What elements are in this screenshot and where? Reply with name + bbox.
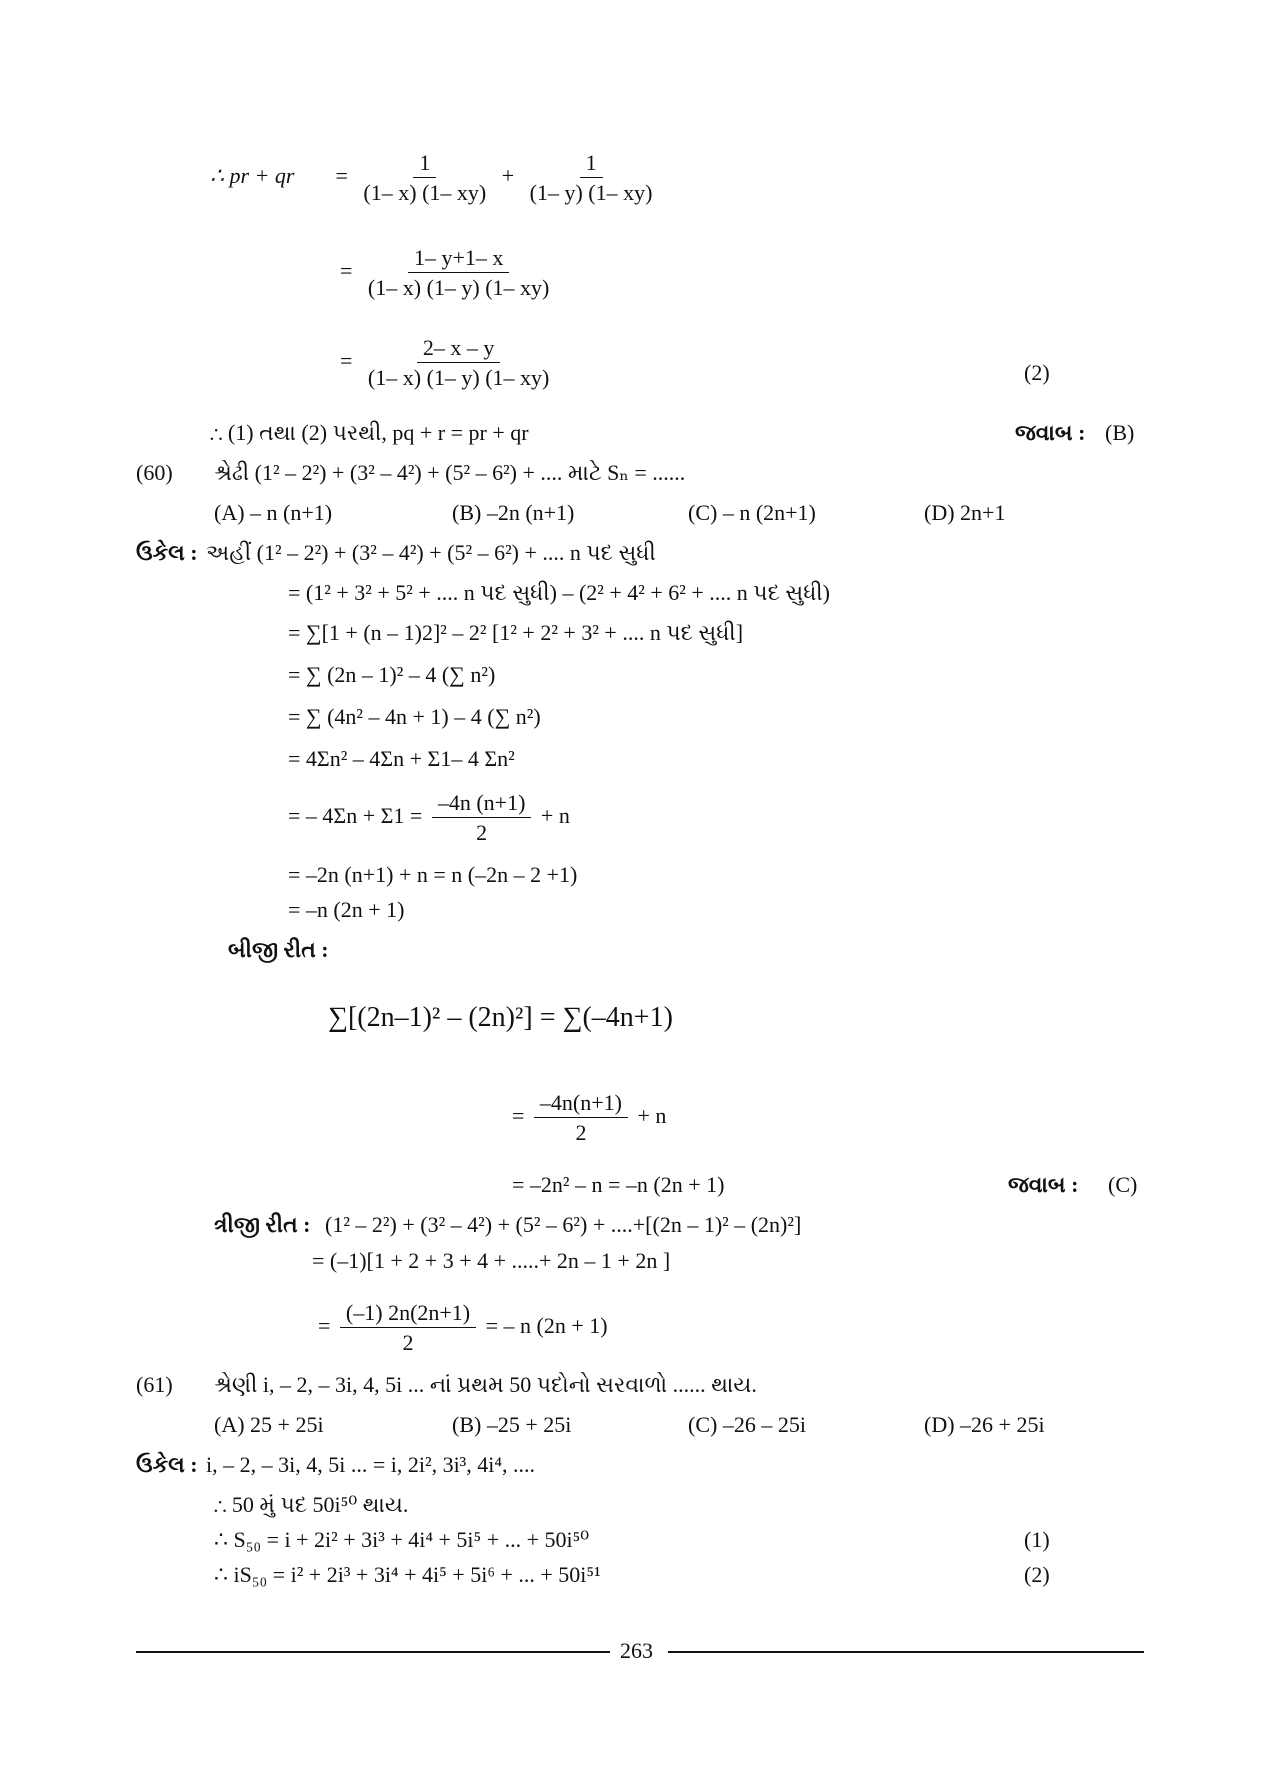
- option-b: (B) –25 + 25i: [452, 1412, 572, 1437]
- fraction-denominator: 2: [402, 1330, 414, 1356]
- equals-sign: =: [335, 162, 348, 188]
- conclusion-line: ∴ (1) તથા (2) પરથી, pq + r = pr + qr: [210, 420, 529, 445]
- fraction-numerator: 2– x – y: [417, 335, 501, 363]
- equals-sign: =: [340, 257, 353, 283]
- fraction-numerator: 1: [580, 150, 603, 178]
- fraction-numerator: –4n (n+1): [432, 790, 532, 818]
- method2-result: = –2n² – n = –n (2n + 1): [512, 1172, 725, 1197]
- footer-rule-left: [136, 1651, 610, 1653]
- solution-intro: i, – 2, – 3i, 4, 5i ... = i, 2i², 3i³, 4i⁴, ....: [206, 1452, 536, 1477]
- solution-step: ∴ S₅₀ = i + 2i² + 3i³ + 4i⁴ + 5i⁵ + ... + 50i⁵⁰: [214, 1527, 590, 1552]
- option-a: (A) – n (n+1): [214, 500, 333, 525]
- footer-rule-right: [668, 1651, 1144, 1653]
- method3-label: ત્રીજી રીત :: [214, 1212, 311, 1237]
- answer-label: જવાબ :: [1008, 1172, 1079, 1197]
- fraction: [340, 1300, 476, 1356]
- fraction-denominator: (1– x) (1– y) (1– xy): [367, 365, 550, 391]
- method3-line2: = (–1)[1 + 2 + 3 + 4 + .....+ 2n – 1 + 2n ]: [312, 1248, 671, 1273]
- fraction-denominator: (1– y) (1– xy): [529, 180, 653, 206]
- fraction-numerator: 1: [413, 150, 436, 178]
- step-pr-qr: [210, 150, 662, 206]
- fraction-1: [357, 150, 492, 206]
- option-c: (C) – n (2n+1): [688, 500, 816, 525]
- answer-value: (C): [1108, 1172, 1138, 1197]
- page-number: 263: [620, 1638, 653, 1663]
- method3-fraction-step: [318, 1300, 608, 1356]
- fraction-denominator: 2: [476, 820, 488, 846]
- equation-tag-1: (1): [1024, 1527, 1050, 1552]
- equals-sign: =: [318, 1312, 331, 1338]
- fraction-numerator: 1– y+1– x: [408, 245, 509, 273]
- equation-tag-2: (2): [1024, 1562, 1050, 1587]
- question-text: શ્રેઢી (1² – 2²) + (3² – 4²) + (5² – 6²) + .... માટે Sₙ = ......: [214, 460, 686, 485]
- step-combined: [340, 245, 559, 301]
- solution-label: ઉકેલ :: [136, 1452, 198, 1477]
- plus-sign: +: [501, 162, 515, 188]
- method2-fraction-step: [512, 1090, 666, 1146]
- fraction-3: [362, 245, 555, 301]
- answer-value: (B): [1105, 420, 1135, 445]
- step-suffix: + n: [540, 802, 570, 828]
- fraction-denominator: (1– x) (1– xy): [363, 180, 487, 206]
- answer-label: જવાબ :: [1015, 420, 1086, 445]
- solution-step: = 4Σn² – 4Σn + Σ1– 4 Σn²: [288, 746, 515, 771]
- fraction-denominator: (1– x) (1– y) (1– xy): [367, 275, 550, 301]
- question-number: (61): [136, 1372, 173, 1397]
- equals-sign: =: [340, 347, 353, 373]
- solution-step: = –2n (n+1) + n = n (–2n – 2 +1): [288, 862, 578, 887]
- fraction-denominator: 2: [575, 1120, 587, 1146]
- solution-step: ∴ 50 મું પદ 50i⁵⁰ થાય.: [214, 1492, 409, 1517]
- solution-step: = ∑ (4n² – 4n + 1) – 4 (∑ n²): [288, 704, 541, 729]
- question-number: (60): [136, 460, 173, 485]
- fraction-numerator: –4n(n+1): [534, 1090, 628, 1118]
- option-c: (C) –26 – 25i: [688, 1412, 806, 1437]
- option-d: (D) 2n+1: [924, 500, 1006, 525]
- step-prefix: = – 4Σn + Σ1 =: [288, 802, 423, 828]
- solution-step: ∴ iS₅₀ = i² + 2i³ + 3i⁴ + 4i⁵ + 5i⁶ + ... + 50i⁵¹: [214, 1562, 601, 1587]
- solution-step: = (1² + 3² + 5² + .... n પદ સુધી) – (2² + 4² + 6² + .... n પદ સુધી): [288, 580, 831, 605]
- solution-step: = ∑[1 + (n – 1)2]² – 2² [1² + 2² + 3² + .... n પદ સુધી]: [288, 620, 744, 645]
- method2-line1: ∑[(2n–1)² – (2n)²] = ∑(–4n+1): [328, 1002, 673, 1033]
- step-simplified: [340, 335, 559, 391]
- method3-line1: (1² – 2²) + (3² – 4²) + (5² – 6²) + ....+[(2n – 1)² – (2n)²]: [325, 1212, 802, 1237]
- fraction: [534, 1090, 628, 1146]
- option-d: (D) –26 + 25i: [924, 1412, 1045, 1437]
- solution-step: = –n (2n + 1): [288, 897, 405, 922]
- method2-label: બીજી રીત :: [228, 937, 329, 962]
- method3-result: = – n (2n + 1): [485, 1312, 608, 1338]
- equation-tag-2: (2): [1024, 360, 1050, 385]
- step-suffix: + n: [637, 1102, 667, 1128]
- fraction: [432, 790, 532, 846]
- solution-intro: અહીં (1² – 2²) + (3² – 4²) + (5² – 6²) + .... n પદ સુધી: [206, 540, 656, 565]
- fraction-4: [362, 335, 555, 391]
- solution-label: ઉકેલ :: [136, 540, 198, 565]
- fraction-2: [524, 150, 659, 206]
- fraction-numerator: (–1) 2n(2n+1): [340, 1300, 476, 1328]
- option-a: (A) 25 + 25i: [214, 1412, 324, 1437]
- equals-sign: =: [512, 1102, 525, 1128]
- solution-step-fraction: [288, 790, 570, 846]
- question-text: શ્રેણી i, – 2, – 3i, 4, 5i ... નાં પ્રથમ 50 પદોનો સરવાળો ...... થાય.: [214, 1372, 757, 1397]
- solution-step: = ∑ (2n – 1)² – 4 (∑ n²): [288, 662, 496, 687]
- option-b: (B) –2n (n+1): [452, 500, 575, 525]
- step-prefix: ∴ pr + qr: [210, 162, 295, 188]
